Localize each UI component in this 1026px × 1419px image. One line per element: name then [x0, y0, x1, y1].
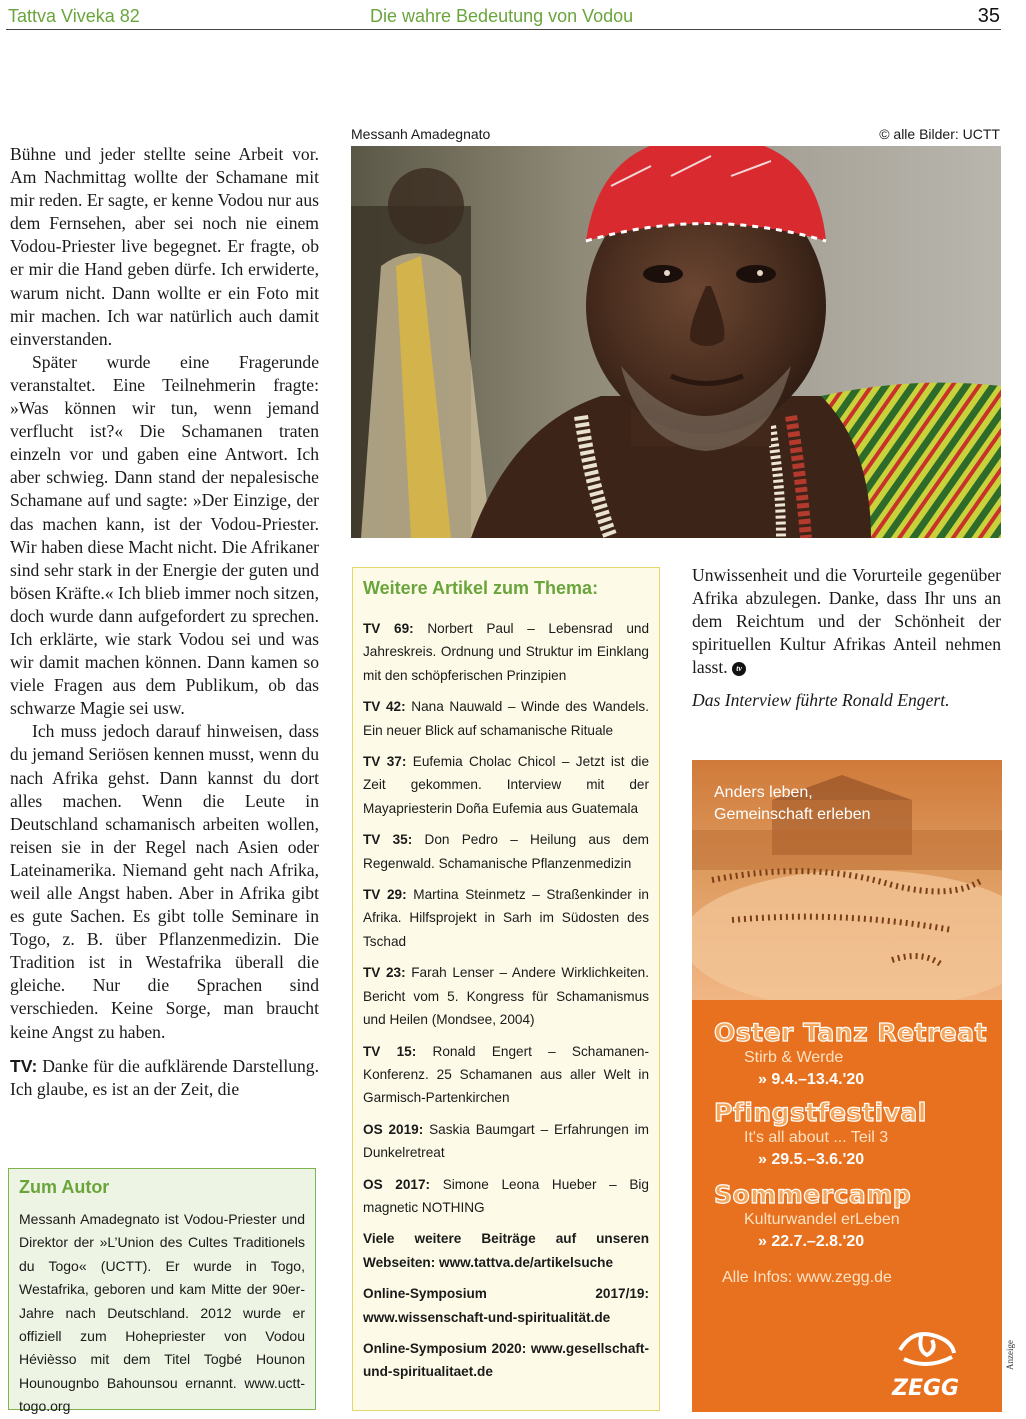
article-title: Die wahre Bedeutung von Vodou — [370, 6, 634, 26]
ad-tagline-line: Gemeinschaft erleben — [714, 806, 871, 823]
article-issue: TV 35: — [363, 832, 413, 848]
author-bio: Messanh Amadegnato ist Vodou-Priester und Direktor der »L’Union des Cultes Traditionels du Togo« (UCTT). Er wurde in Togo, Westafrika, geboren und kam Mitte der 90er-Jahre nach Deutschland. 2012 wurde er offiziell zum Hohepriester von Vodou Hévièsso mit dem Titel Togbé Hounon Hounougnbo Bahounsou ernannt. www.uctt-togo.org — [19, 1211, 305, 1415]
zegg-swirl-icon — [892, 1325, 962, 1375]
article-reference — [363, 961, 649, 1031]
symposium-link[interactable]: Online-Symposium 2017/19: www.wissenschaft-und-spiritualität.de — [363, 1286, 649, 1325]
article-title-text: Saskia Baumgart – Erfahrungen im Dunkelretreat — [363, 1121, 649, 1161]
tv-question-text: Danke für die aufklärende Darstellung. Ich glaube, es ist an der Zeit, die — [10, 1055, 319, 1099]
header-rule — [6, 29, 1001, 30]
page-number: 35 — [977, 5, 1000, 27]
magazine-name: Tattva Viveka 82 — [8, 6, 140, 26]
ad-info[interactable]: Alle Infos: www.zegg.de — [722, 1269, 892, 1286]
paragraph: Später wurde eine Fragerunde veranstaltet. Eine Teilnehmerin fragte: »Was können wir tun, wenn jemand verflucht ist?« Die Schamanen traten einzeln vor und gaben eine Antwort. Ich aber schwieg. Dann stand der nepalesische Schamane auf und sagte: »Der Einzige, der das machen kann, ist der Vodou-Priester. Wir haben diese Macht nicht. Die Afrikaner sind sehr stark in der Energie der guten und bösen Kräfte.« Ich blieb immer noch sitzen, doch wurde dann aufgefordert zu sprechen. Ich erklärte, wie stark Vodou sei und was wir damit machen können. Dann kamen so viele Fragen aus dem Publikum, ob das schwarze Magie sei usw. — [10, 351, 319, 719]
ad-tagline-line: Anders leben, — [714, 784, 813, 801]
ad-event-title: Oster Tanz Retreat — [714, 1018, 988, 1047]
ad-event-dates: » 22.7.–2.8.'20 — [758, 1233, 865, 1250]
article-reference — [363, 1118, 649, 1165]
article-title-text: Eufemia Cholac Chicol – Jetzt ist die Zeit gekommen. Interview mit der Mayapriesterin Doña Eufemia aus Guatemala — [363, 754, 649, 816]
article-reference — [363, 1173, 649, 1220]
further-articles-box — [352, 567, 660, 1411]
interview-question — [10, 1055, 319, 1101]
author-box — [8, 1168, 316, 1415]
article-reference — [363, 695, 649, 742]
further-articles-heading: Weitere Artikel zum Thema: — [363, 578, 599, 598]
article-reference — [363, 1040, 649, 1110]
article-issue: TV 23: — [363, 965, 406, 981]
article-issue: TV 69: — [363, 621, 414, 636]
article-issue: OS 2019: — [363, 1121, 424, 1137]
paragraph: Bühne und jeder stellte seine Arbeit vor. Am Nachmittag wollte der Schamane mit mir reden. Er sagte, er kenne Vodou nur aus dem Fernsehen, aber sei noch nie einem Vodou-Priester live begegnet. Er fragte, ob er mir die Hand geben dürfe. Ich erwiderte, warum nicht. Dann wollte er ein Foto mit mir machen. Ich war natürlich auch damit einverstanden. — [10, 144, 319, 349]
article-title-text: Nana Nauwald – Winde des Wandels. Ein neuer Blick auf schamanische Rituale — [363, 699, 649, 738]
ad-event — [714, 1180, 911, 1253]
ad-tagline — [714, 782, 871, 826]
ad-label: Anzeige — [1005, 1340, 1015, 1370]
paragraph — [692, 564, 1001, 679]
zegg-logo-text: ZEGG — [892, 1376, 960, 1401]
website-link[interactable]: Viele weitere Beiträge auf unseren Webseiten: www.tattva.de/artikelsuche — [363, 1231, 649, 1270]
photo-caption: Messanh Amadegnato — [351, 126, 491, 142]
tv-end-mark-icon: tv — [732, 662, 746, 676]
ad-event-dates: » 29.5.–3.6.'20 — [758, 1151, 865, 1168]
author-heading: Zum Autor — [19, 1177, 110, 1197]
ad-event-dates: » 9.4.–13.4.'20 — [758, 1071, 865, 1088]
closing-text: Unwissenheit und die Vorurteile gegenüber Afrika abzulegen. Danke, dass Ihr uns an dem Reichtum und der Schönheit der spirituellen Kultur Afrikas Anteil nehmen lasst. — [692, 565, 1001, 678]
zegg-advertisement[interactable] — [692, 760, 1002, 1412]
right-column-text — [692, 564, 1001, 713]
portrait-photo — [351, 146, 1001, 538]
ad-event-subtitle: Stirb & Werde — [744, 1049, 844, 1066]
article-title-text: Farah Lenser – Andere Wirklichkeiten. Bericht vom 5. Kongress für Schamanismus und Heilen (Mondsee, 2004) — [363, 965, 649, 1028]
article-title-text: Simone Leona Hueber – Big magnetic NOTHING — [363, 1176, 649, 1215]
ad-event-subtitle: It's all about ... Teil 3 — [744, 1129, 889, 1146]
ad-event-title: Sommercamp — [714, 1180, 912, 1209]
interview-credit: Das Interview führte Ronald Engert. — [692, 690, 950, 711]
zegg-logo — [892, 1325, 962, 1401]
article-title-text: Don Pedro – Heilung aus dem Regenwald. Schamanische Pflanzenmedizin — [363, 832, 649, 871]
article-reference — [363, 883, 649, 953]
article-title-text: Martina Steinmetz – Straßenkinder in Afrika. Hilfsprojekt in Sarh im Südosten des Tschad — [363, 887, 649, 949]
photo-credit: © alle Bilder: UCTT — [879, 126, 1000, 142]
article-reference — [363, 617, 649, 687]
paragraph: Ich muss jedoch darauf hinweisen, dass du jemand Seriösen kennen musst, wenn du nach Afrika gehst. Dann kannst du dort alles machen. Wenn die Leute in Deutschland schamanisch arbeiten wollen, reisen sie in der Regel nach Asien oder Lateinamerika. Niemand geht nach Afrika, weil alle Angst haben. Aber in Afrika gibt es gute Sachen. Es gibt tolle Seminare in Togo, z. B. über Pflanzenmedizin. Die Tradition ist in Westafrika überall die gleiche. Nur die Sprachen sind verschieden. Keine Sorge, man braucht keine Angst zu haben. — [10, 721, 319, 1042]
article-issue: TV 15: — [363, 1043, 417, 1059]
symposium-link[interactable]: Online-Symposium 2020: www.gesellschaft-und-spiritualitaet.de — [363, 1340, 649, 1380]
article-issue: TV 37: — [363, 754, 407, 770]
article-title-text: Norbert Paul – Lebensrad und Jahreskreis. Ordnung und Struktur im Einklang mit den schöpferischen Prinzipien — [363, 621, 650, 683]
article-title-text: Ronald Engert – Schamanen-Konferenz. 25 Schamanen aus aller Welt in Garmisch-Partenkirchen — [363, 1043, 649, 1106]
left-column-text — [10, 143, 319, 1101]
ad-event-title: Pfingstfestival — [714, 1098, 927, 1127]
article-reference — [363, 750, 649, 820]
ad-event — [714, 1098, 927, 1171]
article-reference — [363, 828, 649, 875]
article-issue: TV 42: — [363, 699, 406, 715]
article-issue: TV 29: — [363, 887, 407, 903]
tv-label: TV: — [10, 1055, 38, 1076]
article-issue: OS 2017: — [363, 1176, 431, 1192]
ad-event-subtitle: Kulturwandel erLeben — [744, 1211, 900, 1228]
ad-event — [714, 1018, 987, 1091]
